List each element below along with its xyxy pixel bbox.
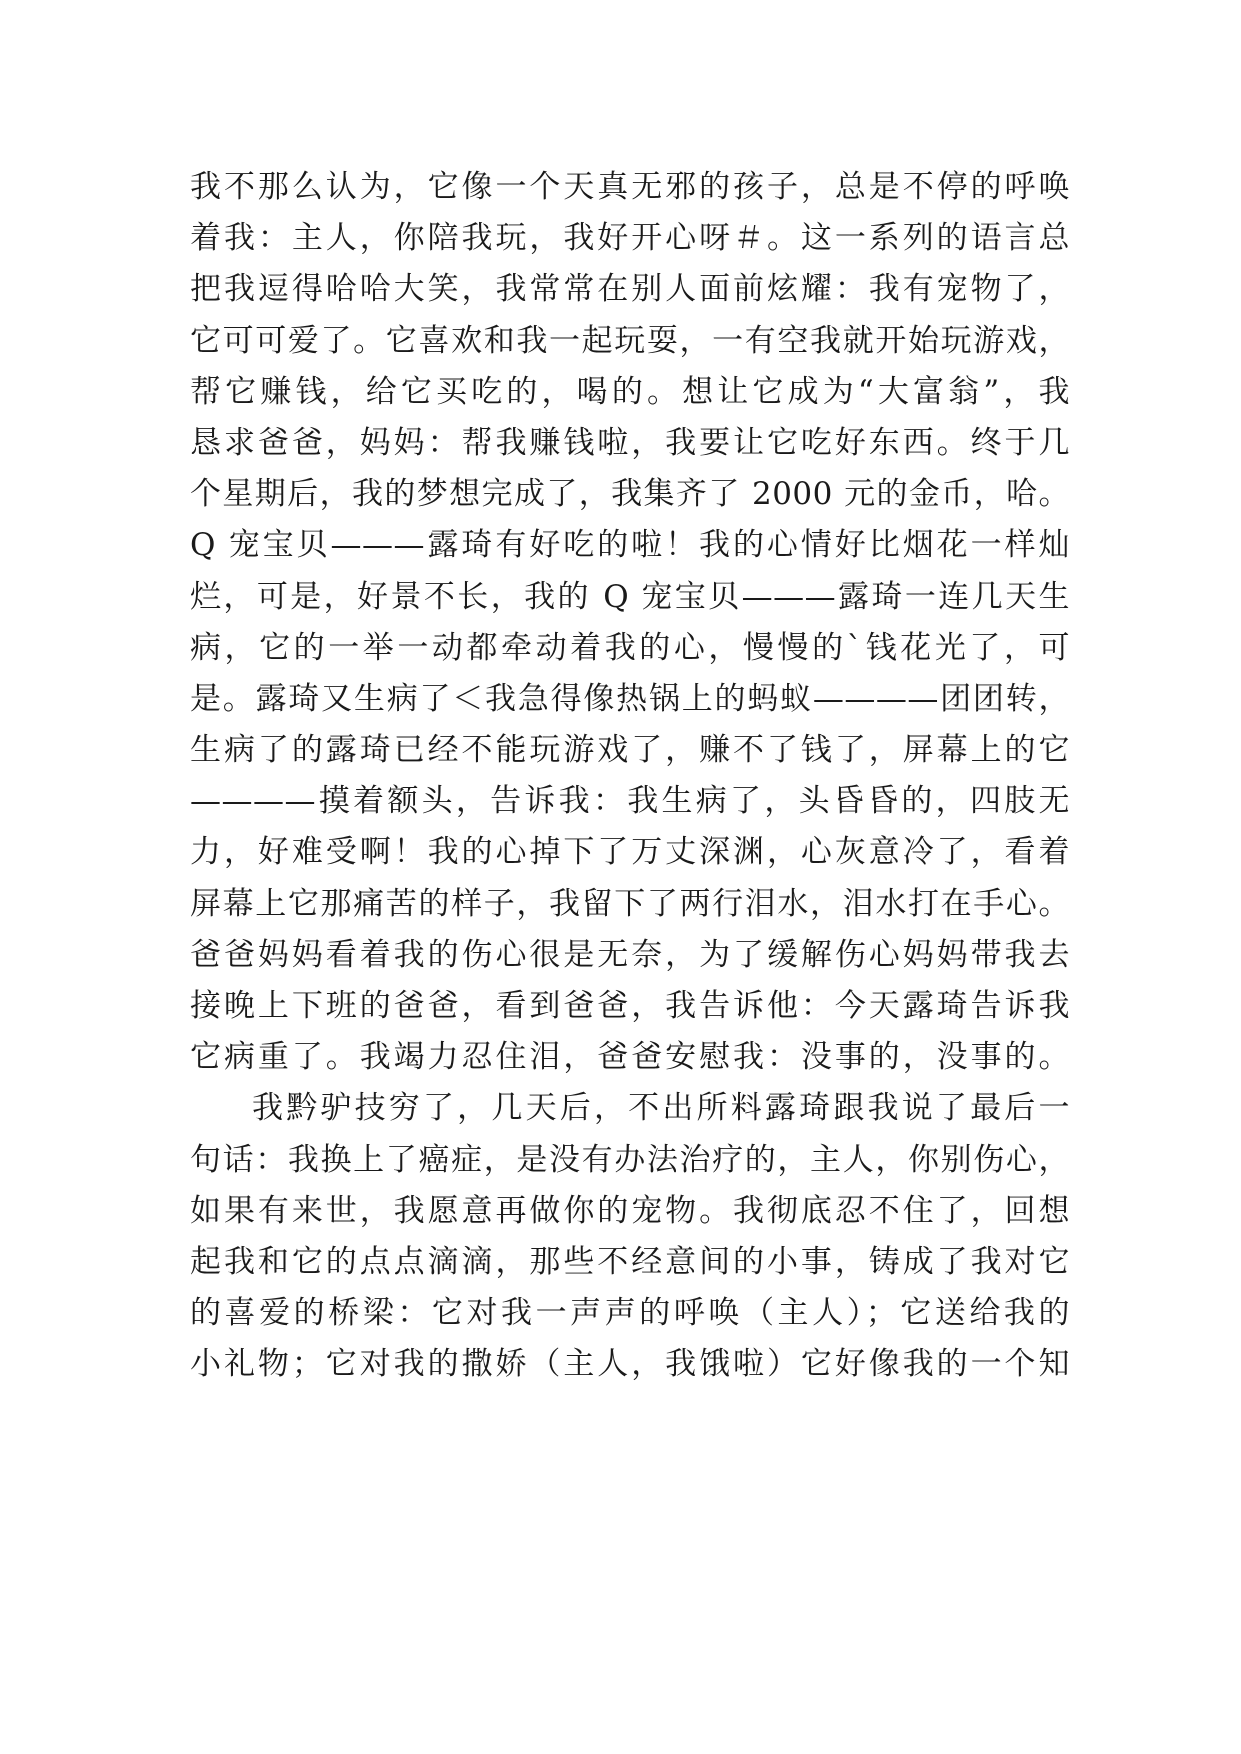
text-line: 病，它的一举一动都牵动着我的心，慢慢的`钱花光了，可 <box>190 629 1070 666</box>
text-line: 生病了的露琦已经不能玩游戏了，赚不了钱了，屏幕上的它 <box>190 732 1070 769</box>
text-line: 的喜爱的桥梁：它对我一声声的呼唤（主人）；它送给我的 <box>190 1295 1070 1332</box>
text-line: 它可可爱了。它喜欢和我一起玩耍，一有空我就开始玩游戏， <box>190 322 1070 359</box>
text-line: 着我：主人，你陪我玩，我好开心呀＃。这一系列的语言总 <box>190 220 1070 257</box>
text-line: 起我和它的点点滴滴，那些不经意间的小事，铸成了我对它 <box>190 1243 1070 1280</box>
text-line: 力，好难受啊！我的心掉下了万丈深渊，心灰意冷了，看着 <box>190 834 1070 871</box>
paragraph-1 <box>190 162 1070 1083</box>
document-body <box>190 162 1070 1391</box>
text-line: 是。露琦又生病了＜我急得像热锅上的蚂蚁————团团转， <box>190 680 1070 717</box>
text-line: 我黔驴技穷了，几天后，不出所料露琦跟我说了最后一 <box>252 1090 1070 1127</box>
text-line: 接晚上下班的爸爸，看到爸爸，我告诉他：今天露琦告诉我 <box>190 988 1070 1024</box>
text-line: 如果有来世，我愿意再做你的宠物。我彻底忍不住了，回想 <box>190 1192 1070 1229</box>
text-line: 句话：我换上了癌症，是没有办法治疗的，主人，你别伤心， <box>190 1141 1070 1178</box>
text-line: 屏幕上它那痛苦的样子，我留下了两行泪水，泪水打在手心。 <box>190 885 1070 922</box>
text-line: 烂，可是，好景不长，我的 Q 宠宝贝———露琦一连几天生 <box>190 578 1070 615</box>
text-line: 帮它赚钱，给它买吃的，喝的。想让它成为“大富翁”，我 <box>190 373 1070 410</box>
text-line: ————摸着额头，告诉我：我生病了，头昏昏的，四肢无 <box>190 783 1070 820</box>
paragraph-2 <box>190 1083 1070 1390</box>
text-line: 爸爸妈妈看着我的伤心很是无奈，为了缓解伤心妈妈带我去 <box>190 936 1070 973</box>
text-line: 我不那么认为，它像一个天真无邪的孩子，总是不停的呼唤 <box>190 169 1070 205</box>
text-line: 恳求爸爸，妈妈：帮我赚钱啦，我要让它吃好东西。终于几 <box>190 424 1070 461</box>
text-line: Q 宠宝贝———露琦有好吃的啦！我的心情好比烟花一样灿 <box>190 527 1070 564</box>
text-line: 把我逗得哈哈大笑，我常常在别人面前炫耀：我有宠物了， <box>190 271 1070 308</box>
text-line: 它病重了。我竭力忍住泪，爸爸安慰我：没事的，没事的。 <box>190 1039 1070 1076</box>
text-line: 小礼物；它对我的撒娇（主人，我饿啦）它好像我的一个知 <box>190 1346 1070 1383</box>
text-line: 个星期后，我的梦想完成了，我集齐了 2000 元的金币，哈。 <box>190 476 1070 513</box>
